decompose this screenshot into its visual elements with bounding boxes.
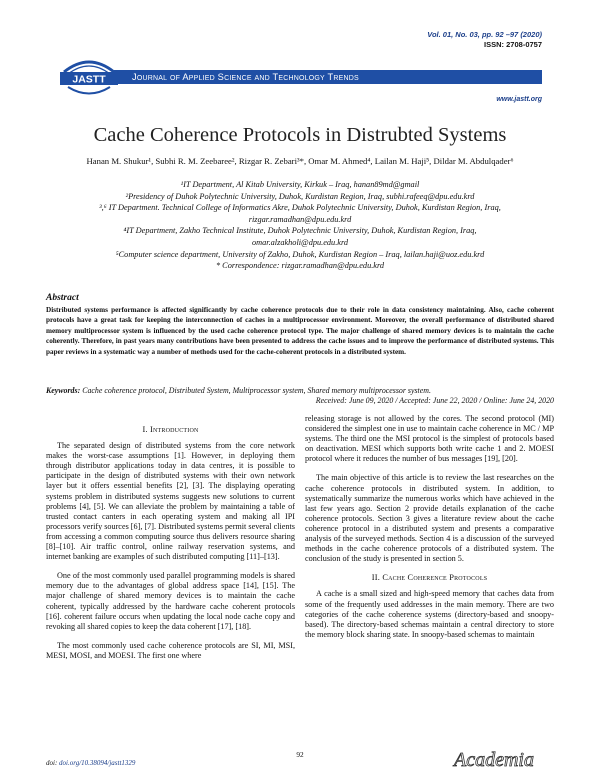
doi-label: doi: <box>46 759 58 767</box>
affiliation-line: rizgar.ramadhan@dpu.edu.krd <box>248 214 352 224</box>
abstract-heading: Abstract <box>46 293 79 303</box>
page-number: 92 <box>296 750 304 759</box>
left-column <box>46 425 295 661</box>
journal-banner: Journal of Applied Science and Technology Trends <box>114 70 542 84</box>
authors: Hanan M. Shukur¹, Subhi R. M. Zeebaree², Rizgar R. Zebari³*, Omar M. Ahmed⁴, Lailan M. Haji⁵, Dildar M. Abdulqader⁶ <box>86 156 514 166</box>
issn-line: ISSN: 2708-0757 <box>484 40 542 49</box>
keywords <box>46 386 554 396</box>
affiliation-line: ⁴IT Department, Zakho Technical Institute, Duhok Polytechnic University, Duhok, Kurdistan Region, Iraq, <box>123 226 477 236</box>
journal-website-link[interactable]: www.jastt.org <box>496 96 542 103</box>
affiliations <box>0 179 600 272</box>
correspondence: * Correspondence: rizgar.ramadhan@dpu.edu.krd <box>215 261 385 271</box>
abstract-text: Distributed systems performance is affected significantly by cache coherence protocols due to their role in data consistency maintaining. Also, cache coherent protocols have a great task for keeping the interconnection of caches in a multiprocessor environment. Moreover, the overall performance of distributed shared memory multiprocessor system is influenced by the used cache coherence protocol type. The major challenge of shared memory devices is to maintain the cache coherently. Therefore, in past years many contributions have been presented to address the cache issues and to improve the performance of distributed systems. This paper reviews in a systematic way a number of methods used for the cache-coherent protocols in a distributed system. <box>46 306 554 356</box>
section-heading-cache-coherence: II. Cache Coherence Protocols <box>371 573 488 583</box>
section-heading-introduction: I. Introduction <box>142 425 199 434</box>
paragraph: One of the most commonly used parallel programming models is shared memory due to the advantages of global address space [14], [15]. The major challenge of shared memory devices is to maintain the cache coherent, typically addressed by the hardware cache coherent protocols [16]. coherent failure occurs when updating the local node cache copy and revoking all shared copies to keep the data coherent [17], [18]. <box>46 571 295 631</box>
right-column <box>305 414 554 640</box>
doi-link[interactable]: doi.org/10.38094/jastt1329 <box>59 759 136 767</box>
svg-text:JASTT: JASTT <box>72 73 106 86</box>
volume-line: Vol. 01, No. 03, pp. 92 –97 (2020) <box>427 30 542 39</box>
affiliation-line: ³,⁶ IT Department. Technical College of Informatics Akre, Duhok Polytechnic University, Duhok, Kurdistan Region, Iraq, <box>99 203 501 213</box>
keywords-text: Cache coherence protocol, Distributed System, Multiprocessor system, Shared memory multiprocessor system. <box>82 386 431 395</box>
jastt-logo <box>58 50 120 102</box>
paragraph: The main objective of this article is to review the last researches on the cache coherence protocols in distributed system. In addition, to systematically summarize the numerous works which have achieved in the last few years ago. Section 2 provide details explanation of the cache coherence protocols. Section 3 gives a literature review about the cache coherence protocol in a distributed system and presents a comparative analysis of the surveyed methods. Section 4 is a discussion of the surveyed methods in the cache coherence protocols of a distributed system. The conclusion of the study is presented in section 5. <box>305 473 554 564</box>
paragraph: The most commonly used cache coherence protocols are SI, MI, MSI, MESI, MOSI, and MOESI. The first one where <box>46 640 295 660</box>
paragraph: The separated design of distributed systems from the core network makes the worst-case assumptions [1]. However, in deploying them through distributor applications today in data centres, it is possible to participate in the design of distributed systems with their own network layer but it offers essential benefits [2], [3]. The displaying operating systems problem in distributed systems suggests new solutions to current problems [4], [5]. We can alleviate the problem by maintaining a table of trusted contact canters in each operating system and making all IPI processors verify sources [6], [7]. Distributed systems permit several clients from accessing a common computing source thus delivers resource sharing [8]–[10]. Air traffic control, online railway reservation systems, and internet banking are examples of such distributed computing [11]–[13]. <box>46 441 295 562</box>
svg-text:Academia: Academia <box>454 749 534 771</box>
doi <box>46 759 135 767</box>
affiliation-line: ²Presidency of Duhok Polytechnic University, Duhok, Kurdistan Region, Iraq, subhi.rafeeq@dpu.edu.krd <box>125 191 475 201</box>
paragraph: A cache is a small sized and high-speed memory that caches data from some of the frequently used addresses in the main memory. There are two categories of the cache coherence systems (directory-based and snoopy-based). The directory-based schemas maintain a central directory to store the memory block sharing state. In snoopy-based schemas to maintain <box>305 589 554 639</box>
keywords-label: Keywords: <box>46 386 81 395</box>
affiliation-line: ⁵Computer science department, University of Zakho, Duhok, Kurdistan Region – Iraq, lailan.haji@uoz.edu.krd <box>115 249 485 259</box>
publication-dates: Received: June 09, 2020 / Accepted: June 22, 2020 / Online: June 24, 2020 <box>315 396 554 405</box>
affiliation-line: ¹IT Department, Al Kitab University, Kirkuk – Iraq, hanan89md@gmail <box>180 180 420 189</box>
paragraph: releasing storage is not allowed by the cores. The second protocol (MI) considered the simplest one in use to maintain cache coherence in MC / MP systems. The third one the MSI protocol is the simplest of protocols based on deactivation. MESI which supports both write cache 1 and 2. MOESI protocol where it reduces the number of bus messages [19], [20]. <box>305 414 554 464</box>
volume-info <box>427 30 542 50</box>
affiliation-line: omar.alzakholi@dpu.edu.krd <box>251 237 349 247</box>
paper-title: Cache Coherence Protocols in Distrubted Systems <box>93 124 507 146</box>
academia-watermark <box>452 744 564 774</box>
